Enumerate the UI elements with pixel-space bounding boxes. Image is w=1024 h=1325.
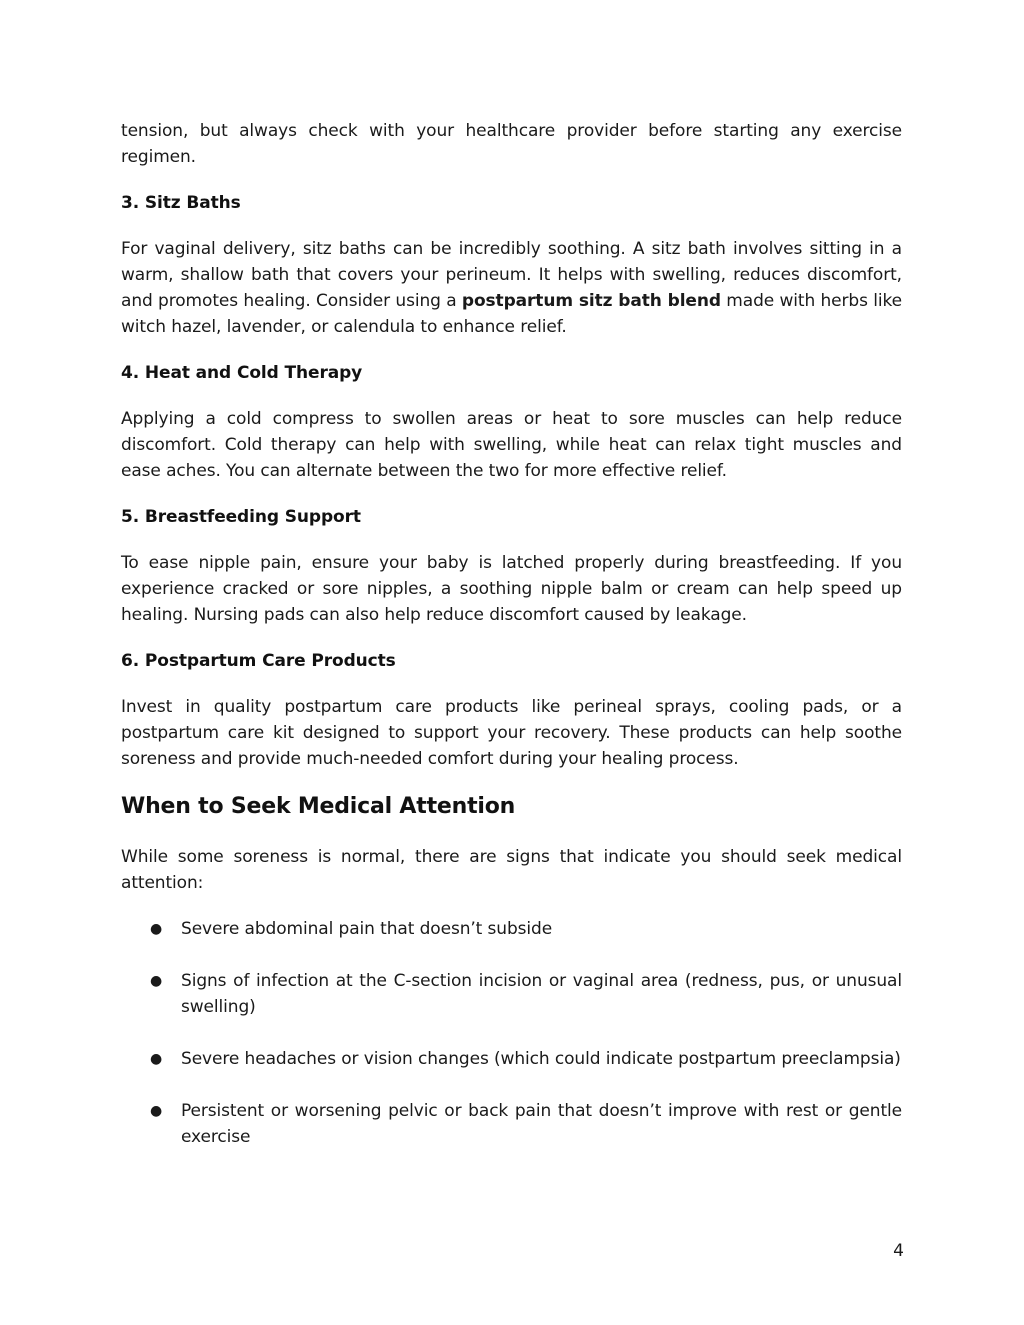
sitz-baths-heading: 3. Sitz Baths: [121, 193, 241, 213]
list-item: [121, 916, 902, 942]
list-item: [121, 1046, 902, 1072]
list-item: [121, 1098, 902, 1150]
document-page: [121, 118, 902, 1176]
bullet-icon: ●: [150, 1103, 163, 1119]
breastfeeding-support-heading: 5. Breastfeeding Support: [121, 507, 361, 527]
sitz-baths-text-before: For vaginal delivery, sitz baths can be incredibly soothing. A sitz bath involves sitting in a warm, shallow bath that covers your perineum. It helps with swelling, reduces discomfort, and promotes healing. Consider using a: [121, 239, 902, 311]
sitz-bath-blend-bold: postpartum sitz bath blend: [461, 291, 721, 311]
bullet-icon: ●: [150, 1051, 163, 1067]
postpartum-care-products-paragraph: Invest in quality postpartum care products like perineal sprays, cooling pads, or a postpartum care kit designed to support your recovery. These products can help soothe soreness and provide much-needed comfort during your healing process.: [121, 697, 902, 769]
heat-cold-therapy-heading: 4. Heat and Cold Therapy: [121, 363, 363, 383]
heat-cold-therapy-paragraph: Applying a cold compress to swollen areas or heat to sore muscles can help reduce discomfort. Cold therapy can help with swelling, while heat can relax tight muscles and ease aches. You can alternate between the two for more effective relief.: [121, 409, 902, 481]
page-number: 4: [893, 1241, 904, 1261]
list-item-text: Persistent or worsening pelvic or back pain that doesn’t improve with rest or gentle exercise: [181, 1101, 902, 1147]
warning-signs-list: [121, 916, 902, 1150]
bullet-icon: ●: [150, 973, 163, 989]
list-item-text: Signs of infection at the C-section incision or vaginal area (redness, pus, or unusual swelling): [181, 971, 902, 1017]
list-item: [121, 968, 902, 1020]
medical-attention-intro: While some soreness is normal, there are signs that indicate you should seek medical attention:: [121, 847, 902, 893]
bullet-icon: ●: [150, 921, 163, 937]
sitz-baths-paragraph: [121, 236, 902, 340]
medical-attention-heading: When to Seek Medical Attention: [121, 794, 516, 819]
postpartum-care-products-heading: 6. Postpartum Care Products: [121, 651, 396, 671]
list-item-text: Severe abdominal pain that doesn’t subside: [181, 919, 553, 939]
intro-continuation-paragraph: tension, but always check with your healthcare provider before starting any exercise regimen.: [121, 121, 902, 167]
sitz-baths-text-after: made with herbs like witch hazel, lavender, or calendula to enhance relief.: [121, 291, 902, 337]
breastfeeding-support-paragraph: To ease nipple pain, ensure your baby is latched properly during breastfeeding. If you experience cracked or sore nipples, a soothing nipple balm or cream can help speed up healing. Nursing pads can also help reduce discomfort caused by leakage.: [121, 553, 902, 625]
list-item-text: Severe headaches or vision changes (which could indicate postpartum preeclampsia): [181, 1049, 901, 1069]
